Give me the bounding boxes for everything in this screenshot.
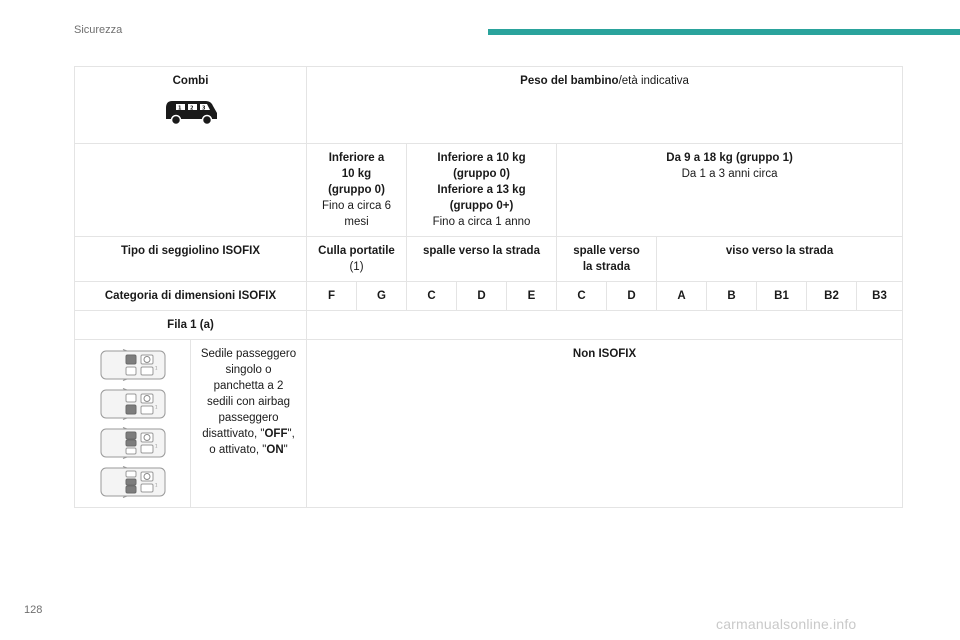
seat-type-text: (1) [349,261,364,273]
car-top-view-icon [99,466,167,498]
isofix-table [74,66,903,508]
vehicle-cell [75,67,307,144]
size-class-cell: D [457,282,507,311]
group-cell [407,144,557,237]
group-text: (gruppo 0+) [449,200,514,212]
weight-header-rest: /età indicativa [618,75,689,87]
seat-type-text: spalle verso la strada [423,245,540,257]
airbag-off-label: OFF [264,428,288,440]
svg-text:1: 1 [154,443,158,449]
seat-type-text: Culla portatile [318,245,395,257]
size-class-label: Categoria di dimensioni ISOFIX [75,282,307,311]
svg-text:1: 1 [154,365,158,371]
empty-cell [307,311,903,340]
seat-description-text: passeggero [218,412,279,424]
car-top-view-icon [99,388,167,420]
page-number: 128 [24,604,43,616]
car-top-view-icon [99,349,167,381]
airbag-on-label: ON [266,444,284,456]
seat-type-cell [407,237,557,282]
svg-text:1: 1 [154,404,158,410]
table-row-header [75,67,903,144]
size-class-cell: A [657,282,707,311]
seat-type-text: la strada [582,261,631,273]
van-icon [162,97,220,127]
group-text: (gruppo 0) [453,168,510,180]
size-class-cell: B [707,282,757,311]
weight-header [307,67,903,144]
size-class-cell: B3 [857,282,903,311]
group-text: Da 1 a 3 anni circa [681,168,778,180]
empty-cell [75,144,307,237]
size-class-cell: B1 [757,282,807,311]
group-text: Da 9 a 18 kg (gruppo 1) [666,152,793,164]
group-text: Fino a circa 6 [321,200,392,212]
section-title: Sicurezza [74,24,123,36]
seat-description-text: ", [287,428,295,440]
header-accent-bar [488,29,960,35]
car-top-view-icon [99,427,167,459]
group-text: Inferiore a 13 kg [437,184,526,196]
size-class-cell: G [357,282,407,311]
seat-diagram-cell [75,340,191,508]
seat-description [191,340,307,508]
size-class-cell: C [407,282,457,311]
table-row-groups [75,144,903,237]
seat-type-cell [307,237,407,282]
size-class-cell: E [507,282,557,311]
table-row-size-class [75,282,903,311]
row-label: Fila 1 (a) [75,311,307,340]
svg-text:1: 1 [154,482,158,488]
seat-type-text: viso verso la strada [725,245,834,257]
size-class-cell: C [557,282,607,311]
group-cell [307,144,407,237]
vehicle-label: Combi [172,75,209,87]
group-text: (gruppo 0) [328,184,385,196]
svg-text:1: 1 [177,105,181,112]
seat-type-label: Tipo di seggiolino ISOFIX [75,237,307,282]
seat-description-text: disattivato, " [202,428,265,440]
table-row-seat-type [75,237,903,282]
svg-text:3: 3 [201,105,205,112]
group-text: Inferiore a 10 kg [437,152,526,164]
seat-description-text: sedili con airbag [206,396,291,408]
seat-type-cell [557,237,657,282]
seat-description-text: panchetta a 2 [213,380,284,392]
seat-description-text: o attivato, " [209,444,267,456]
group-cell [557,144,903,237]
group-text: mesi [344,216,369,228]
seat-description-text: singolo o [225,364,272,376]
watermark: carmanualsonline.info [716,616,857,632]
weight-header-bold: Peso del bambino [520,75,619,87]
size-class-cell: B2 [807,282,857,311]
table-row-seat [75,340,903,508]
size-class-cell: F [307,282,357,311]
group-text: 10 kg [341,168,372,180]
seat-description-text: " [283,444,288,456]
seat-description-text [194,442,303,458]
seat-description-text [194,426,303,442]
group-text: Inferiore a [328,152,385,164]
seat-result: Non ISOFIX [307,340,903,508]
size-class-cell: D [607,282,657,311]
group-text: Fino a circa 1 anno [432,216,531,228]
svg-text:2: 2 [189,105,193,112]
seat-type-cell [657,237,903,282]
seat-description-text: Sedile passeggero [200,348,297,360]
table-row-row-label [75,311,903,340]
seat-type-text: spalle verso [573,245,640,257]
